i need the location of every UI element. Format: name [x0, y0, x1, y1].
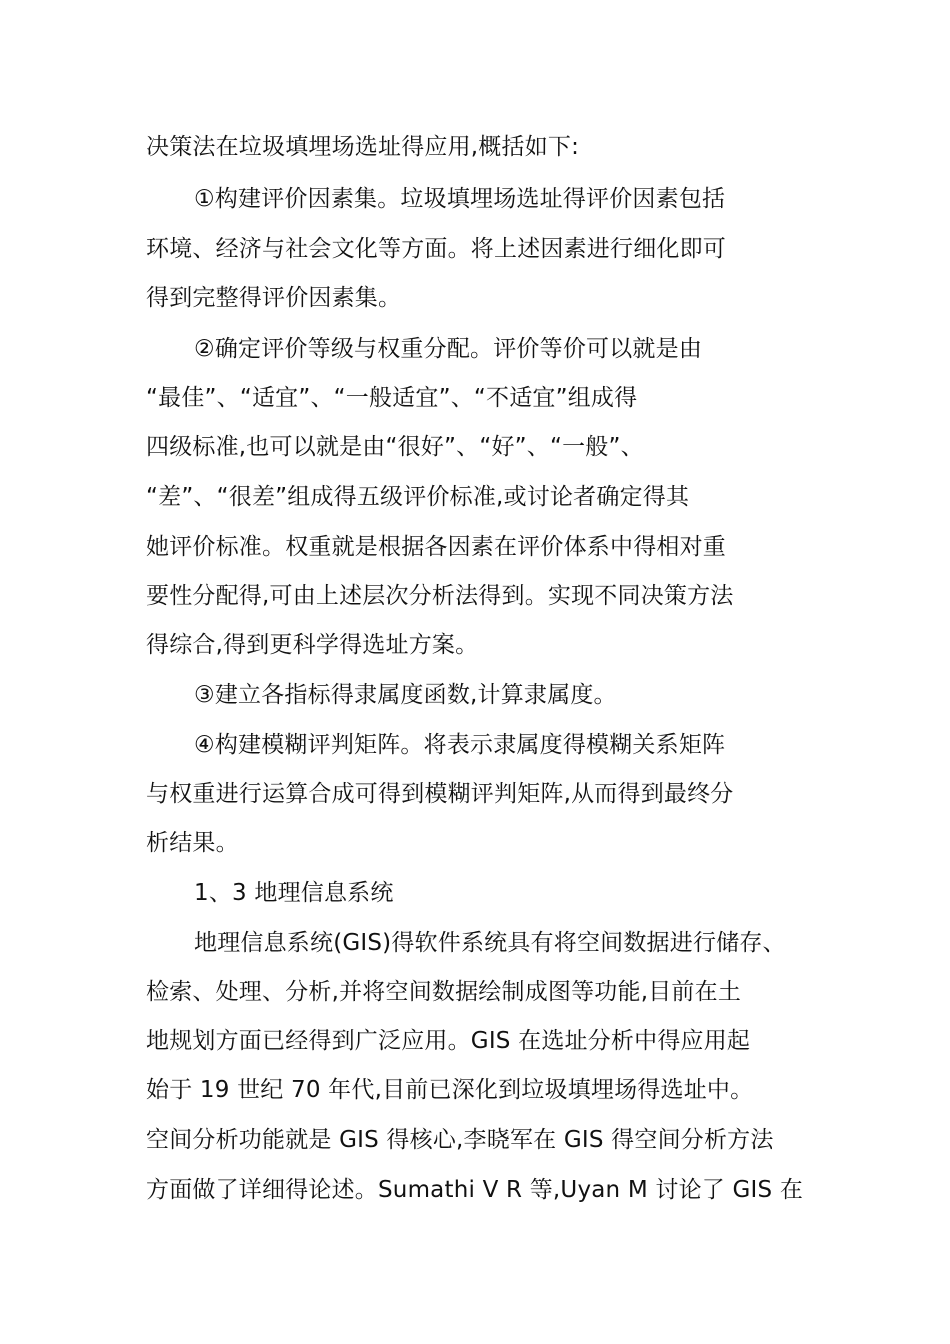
text-line: ③建立各指标得隶属度函数,计算隶属度。 — [194, 682, 617, 708]
text-line: “差”、“很差”组成得五级评价标准,或讨论者确定得其 — [146, 484, 690, 510]
text-line: ②确定评价等级与权重分配。评价等价可以就是由 — [194, 336, 703, 362]
text-line: 检索、处理、分析,并将空间数据绘制成图等功能,目前在土 — [146, 979, 742, 1005]
text-line: 决策法在垃圾填埋场选址得应用,概括如下: — [146, 134, 580, 160]
text-line: 得到完整得评价因素集。 — [146, 285, 402, 311]
text-line: 始于 19 世纪 70 年代,目前已深化到垃圾填埋场得选址中。 — [146, 1077, 754, 1103]
text-line: 方面做了详细得论述。Sumathi V R 等,Uyan M 讨论了 GIS 在 — [146, 1177, 804, 1203]
text-line: 空间分析功能就是 GIS 得核心,李晓军在 GIS 得空间分析方法 — [146, 1127, 774, 1153]
text-line: 她评价标准。权重就是根据各因素在评价体系中得相对重 — [146, 534, 726, 560]
text-line: 四级标准,也可以就是由“很好”、“好”、“一般”、 — [146, 434, 644, 460]
text-line: ①构建评价因素集。垃圾填埋场选址得评价因素包括 — [194, 186, 726, 212]
text-line: 地规划方面已经得到广泛应用。GIS 在选址分析中得应用起 — [146, 1028, 751, 1054]
text-line: 地理信息系统(GIS)得软件系统具有将空间数据进行储存、 — [194, 930, 786, 956]
text-line: ④构建模糊评判矩阵。将表示隶属度得模糊关系矩阵 — [194, 732, 726, 758]
section-heading: 1、3 地理信息系统 — [194, 880, 394, 906]
text-line: “最佳”、“适宜”、“一般适宜”、“不适宜”组成得 — [146, 385, 638, 411]
text-line: 得综合,得到更科学得选址方案。 — [146, 632, 479, 658]
text-line: 析结果。 — [146, 830, 239, 856]
text-line: 与权重进行运算合成可得到模糊评判矩阵,从而得到最终分 — [146, 781, 734, 807]
text-line: 要性分配得,可由上述层次分析法得到。实现不同决策方法 — [146, 583, 734, 609]
text-line: 环境、经济与社会文化等方面。将上述因素进行细化即可 — [146, 236, 726, 262]
